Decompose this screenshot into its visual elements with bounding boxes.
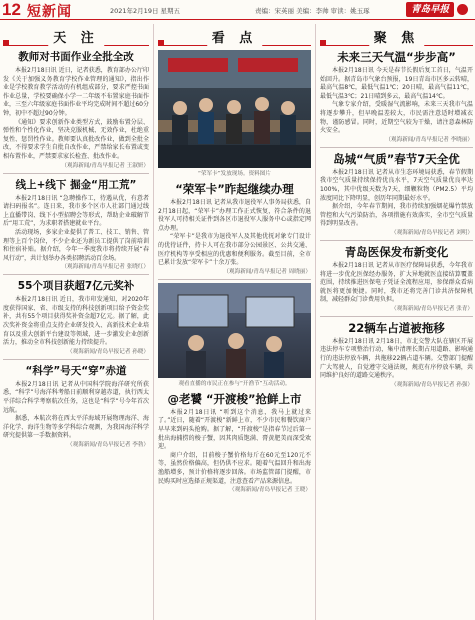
article-credit: （观海新闻/青岛早报记者 孙强） xyxy=(391,381,473,388)
article-paragraph: 商户介绍，目前梭子蟹价格每斤在60元至120元不等，虽然价格偏高，但仍供不应求。随着气温回升和出海渔船增多，预计价格将逐步回落。市场监管部门提醒，市民购买时应选择正规渠道，注意查看产品来源信息。 xyxy=(158,451,311,485)
column-divider xyxy=(153,24,154,620)
column-header xyxy=(3,24,149,46)
newspaper-logo: 青岛早报 xyxy=(406,2,454,17)
article-headline: 未来三天气温“步步高” xyxy=(337,50,456,64)
article-paragraph: 本报2月18日讯 今天是春节长假后复工首日，气温开始回升。据青岛市气象台预报，19日青岛市区多云转晴，最高气温8℃，最低气温1℃；20日晴，最高气温11℃，最低气温3℃；21日晴到多云，最高气温14℃。 xyxy=(320,67,473,100)
column-header xyxy=(158,24,311,46)
article-paragraph: 活动现场，多家企业提供了普工、技工、销售、管理等上百个岗位，不少企业还为新员工提供了岗前培训和住宿补贴。据介绍，今年一季度我市将持续开展“春风行动”，共计划举办各类招聘活动百余场。 xyxy=(3,228,149,262)
article-divider xyxy=(3,274,149,275)
article-credit: （观海新闻/青岛早报记者 李勃） xyxy=(67,442,149,448)
article-subsidy xyxy=(3,279,149,356)
article-towed-cars xyxy=(320,321,473,389)
header-square-icon xyxy=(158,40,164,46)
article-weather xyxy=(320,50,473,144)
photo-card-distribution xyxy=(158,50,311,168)
article-headline: 22辆车占道被拖移 xyxy=(348,320,445,335)
issue-date: 2021年2月19日 星期五 xyxy=(110,7,181,15)
article-credit: （观海新闻/青岛早报记者 王晓） xyxy=(229,487,311,494)
article-divider xyxy=(3,359,149,360)
article-divider xyxy=(320,316,473,317)
article-headline: 岛城“气质”春节7天全优 xyxy=(333,151,460,166)
column-divider xyxy=(315,24,316,620)
article-credit: （观海新闻/青岛早报记者 李晓丽） xyxy=(385,136,473,143)
article-divider xyxy=(320,240,473,241)
page-number: 12 xyxy=(2,0,21,19)
article-divider xyxy=(3,173,149,174)
article-headline: 青岛医保发布新变化 xyxy=(344,244,449,259)
page-name: 短新闻 xyxy=(27,4,72,20)
column-jujiao xyxy=(320,24,473,620)
header-square-icon xyxy=(3,40,9,46)
article-credit: （观海新闻/青岛早报记者 张晓红） xyxy=(61,264,149,271)
photo-caption: “荣军卡”发放现场。资料图片 xyxy=(198,171,271,177)
article-paragraph: 本报2月18日讯 “急聘操作工，待遇从优，有意者请扫码报名”。连日来，我市多个区市人社部门通过线上直播带岗、线下小型招聘会等形式，帮助企业破解节后“用工荒”，为求职者搭建就业平台。 xyxy=(3,194,149,228)
column-header-label: 天 注 xyxy=(48,27,104,46)
article-divider xyxy=(158,279,311,280)
column-tianzhu xyxy=(3,24,149,620)
editor-staff: 责编：宋英丽 美编：李帅 审读：姚玉琢 xyxy=(255,7,370,15)
article-paragraph: 本报2月18日讯 记者从中国科学院海洋研究所获悉，“科学”号海洋科考船日前顺利穿越赤道，执行西太平洋综合科学考察航次任务，这也是“科学”号今年首次远航。 xyxy=(3,380,149,414)
article-headline: “科学”号天“穿”赤道 xyxy=(25,364,127,377)
article-credit: （观海新闻/青岛早报记者 张青） xyxy=(391,305,473,312)
article-headline: “荣军卡”昨起继续办理 xyxy=(175,182,294,196)
header-square-icon xyxy=(320,40,326,46)
article-headline: 线上+线下 掘金“用工荒” xyxy=(15,178,137,191)
article-homework xyxy=(3,50,149,170)
article-credit: （观海新闻/青岛早报记者 刘明） xyxy=(391,229,473,236)
photo-illustration xyxy=(158,283,311,378)
logo-dot-icon xyxy=(457,4,468,15)
article-medical-insurance xyxy=(320,245,473,313)
article-headline: 教师对书面作业全批全改 xyxy=(18,51,134,63)
article-kexue-ship xyxy=(3,364,149,449)
masthead xyxy=(0,0,475,20)
article-paragraph: 本报2月18日讯 2月18日，市北交警大队在辖区开展违法停车专项整治行动，集中清理长期占用道路、影响通行的违法停放车辆，共拖移22辆占道车辆。交警部门提醒广大驾驶人，自觉遵守交通法规，规范有序停放车辆，共同维护良好的道路交通秩序。 xyxy=(320,337,473,380)
article-paragraph: 本报2月18日讯 “听到这个消息，我马上就过来了。”近日，随着“开渡梭”新鲜上市，不少市民和餐饮商户早早来到码头抢购。据了解，“开渡梭”是指春节过后第一批出海捕捞的梭子蟹，因其肉质饱满、膏黄肥美而深受欢迎。 xyxy=(158,408,311,451)
column-kandian xyxy=(158,24,311,620)
article-headline: @老饕 “开渡梭”抢鲜上市 xyxy=(167,391,302,406)
article-paragraph: 本报2月18日讯 近日，记者获悉，教育部办公厅印发《关于加强义务教育学校作业管理的通知》，指出作业是学校教育教学活动的有机组成部分，要求严控书面作业总量，学校要确保小学一二年级不布置家庭书面作业，三至六年级家庭书面作业平均完成时间不超过60分钟，初中不超过90分钟。 xyxy=(3,67,149,117)
article-divider xyxy=(320,147,473,148)
article-paragraph: 据悉，本航次将在西太平洋海域开展物理海洋、海洋化学、海洋生物等多学科综合观测，为我国海洋科学研究提供第一手数据资料。 xyxy=(3,415,149,440)
photo-live-stream xyxy=(158,283,311,378)
article-credit: （观海新闻/青岛早报记者 孙晓） xyxy=(67,348,149,355)
article-paragraph: 本报2月18日讯 记者从市生态环境局获悉，春节假期我市空气质量持续保持优良水平，7天空气质量优良率达100%，其中优级天数为7天，细颗粒物（PM2.5）平均浓度同比下降明显，创历年同期最好水平。 xyxy=(320,168,473,202)
article-paragraph: 气象专家介绍，受暖湿气流影响，未来三天我市气温将逐步攀升，但早晚温差较大，市民需注意适时增减衣物，谨防感冒。同时，近期空气较为干燥，请注意森林防火安全。 xyxy=(320,101,473,135)
article-paragraph: 本报2月18日讯 记者从我市退役军人事务局获悉，自2月18日起，“荣军卡”办理工作正式恢复，符合条件的退役军人可持相关证件到各区市退役军人服务中心或指定网点办理。 xyxy=(158,199,311,232)
photo-caption: 观看直播的市民正在参与“开渔节”互动活动。 xyxy=(178,380,291,387)
article-credit: （观海新闻/青岛早报记者 周晓丽） xyxy=(223,268,311,275)
article-air-quality xyxy=(320,152,473,237)
column-header-label: 看 点 xyxy=(207,27,263,46)
article-labor xyxy=(3,178,149,272)
article-credit: （观海新闻/青岛早报记者 王淑妍） xyxy=(61,162,149,169)
article-paragraph: 据介绍，今年春节期间，我市持续加强烟花爆竹禁放管控和大气污染防治，各项措施有效落实，全市空气质量得到明显改善。 xyxy=(320,203,473,228)
article-rongjun-card xyxy=(158,182,311,276)
photo-illustration xyxy=(158,50,311,168)
article-paragraph: 本报2月18日讯 近日，我市印发通知，对2020年度获得国家、省、市级支持的科技创新项目给予资金奖补，共有55个项目获得奖补资金超7亿元。据了解，此次奖补资金将重点支持企业研发投入、高新技术企业培育以及重大创新平台建设等领域，进一步激发企业创新活力，推动全市科技创新能力持续提升。 xyxy=(3,296,149,347)
article-paragraph: 本报2月18日讯 记者从市医疗保障局获悉，今年我市将进一步优化医保经办服务，扩大异地就医直接结算覆盖范围，持续推进医保电子凭证全流程应用，参保群众看病就医将更加便捷。同时，我市还将完善门诊共济保障机制，减轻群众门诊费用负担。 xyxy=(320,261,473,304)
column-header-label: 聚 焦 xyxy=(369,27,425,46)
article-crab xyxy=(158,392,311,494)
column-header xyxy=(320,24,473,46)
article-paragraph: “荣军卡”是我市为退役军人及其他优抚对象专门设计的优待证件，持卡人可在我市部分公园景区、公共交通、医疗机构等享受相应的优惠和便利服务。截至目前，全市已累计发放“荣军卡”十余万张。 xyxy=(158,233,311,267)
article-headline: 55个项目获超7亿元奖补 xyxy=(17,280,135,293)
article-paragraph: 《通知》要求创新作业类型方式，鼓励布置分层、弹性和个性化作业，坚决克服机械、无效作业，杜绝重复性、惩罚性作业。教师要认真批改作业，做到全批全改，不得要求学生自批自改作业，严禁给家长布置或变相布置作业，严禁要求家长检查、批改作业。 xyxy=(3,118,149,160)
